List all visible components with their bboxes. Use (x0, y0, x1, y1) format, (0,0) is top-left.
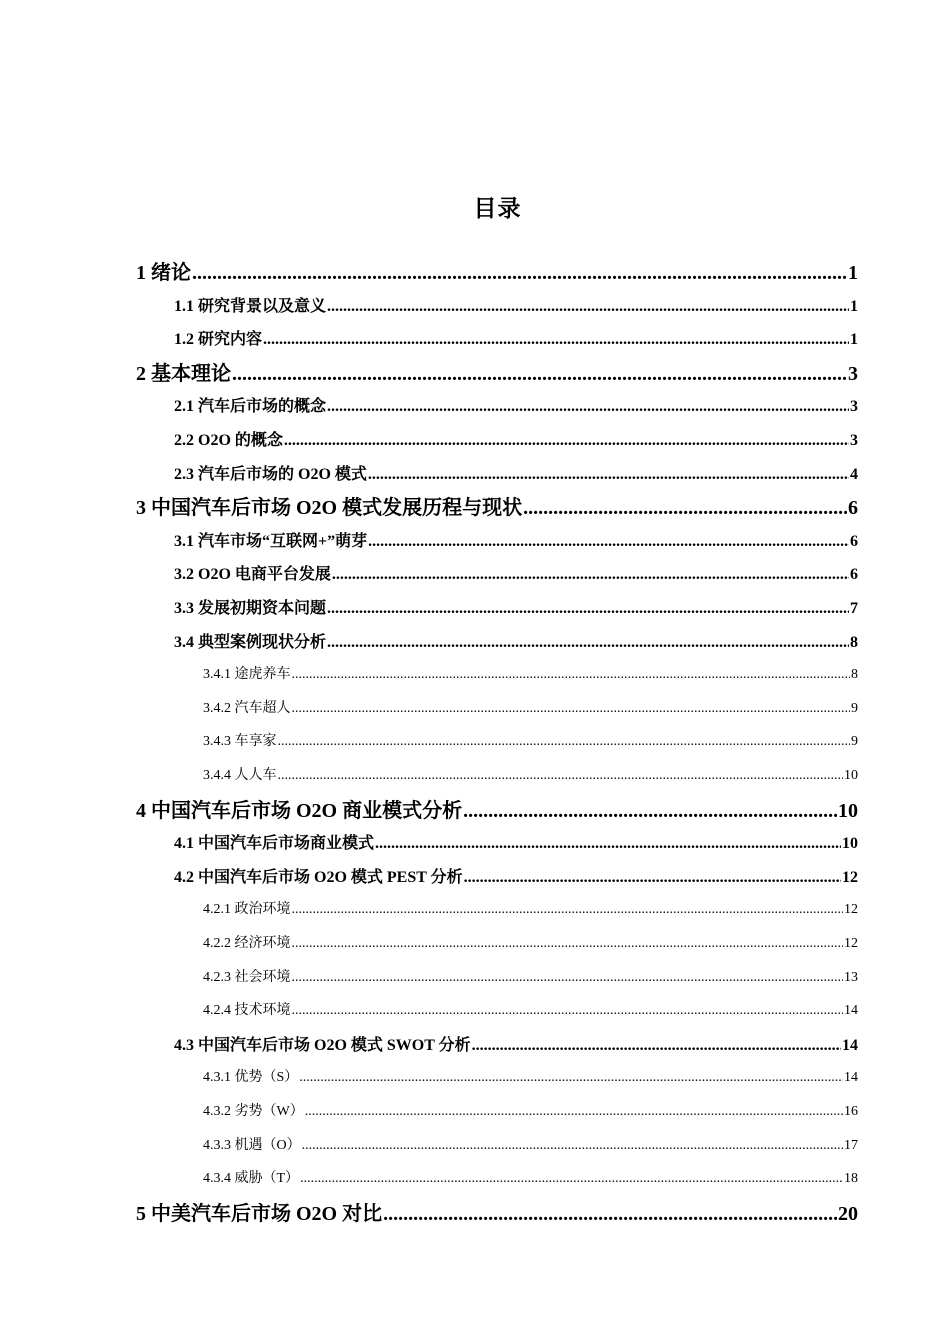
toc-entry-page-number: 10 (838, 799, 858, 822)
toc-entry-label: 3.3 发展初期资本问题 (174, 600, 327, 617)
dot-leader (292, 667, 851, 683)
toc-entry-page-number: 10 (844, 768, 858, 783)
dot-leader (463, 800, 837, 823)
toc-entry-label: 3.4.2 汽车超人 (203, 700, 291, 716)
toc-entry-level2[interactable] (174, 293, 858, 327)
dot-leader (327, 634, 849, 652)
dot-leader (292, 936, 844, 952)
toc-entry-page-number: 12 (844, 902, 858, 918)
dot-leader (292, 1003, 844, 1019)
toc-entry-level2[interactable] (174, 864, 858, 898)
dot-leader (192, 262, 847, 285)
toc-entry-level2[interactable] (174, 393, 858, 427)
dot-leader (327, 298, 849, 316)
toc-entry-label: 4.2.3 社会环境 (203, 969, 291, 985)
toc-entry-label: 2.1 汽车后市场的概念 (174, 398, 327, 416)
dot-leader (305, 1104, 843, 1120)
dot-leader (292, 902, 844, 918)
toc-entry-label: 4.2 中国汽车后市场 O2O 模式 PEST 分析 (174, 868, 463, 886)
dot-leader (375, 835, 841, 853)
dot-leader (327, 398, 849, 416)
toc-entry-label: 3.2 O2O 电商平台发展 (174, 566, 331, 584)
toc-entry-label: 4.2.1 政治环境 (203, 902, 291, 918)
dot-leader (278, 734, 851, 750)
dot-leader (383, 1203, 837, 1226)
toc-entry-label: 4.3.2 劣势（W） (203, 1104, 304, 1119)
toc-entry-page-number: 6 (848, 497, 858, 520)
dot-leader (284, 432, 849, 450)
toc-entry-level3[interactable] (203, 1066, 858, 1100)
toc-entry-label: 4.3.4 威胁（T） (203, 1171, 300, 1187)
toc-entry-page-number: 14 (842, 1036, 858, 1054)
toc-entry-label: 4.1 中国汽车后市场商业模式 (174, 835, 375, 853)
toc-entry-page-number: 16 (844, 1104, 858, 1119)
dot-leader (472, 1037, 841, 1055)
toc-entry-label: 3.4.4 人人车 (203, 768, 277, 783)
toc-entry-level2[interactable] (174, 528, 858, 562)
toc-entry-page-number: 6 (850, 532, 858, 550)
dot-leader (464, 869, 841, 887)
toc-entry-label: 1.1 研究背景以及意义 (174, 297, 327, 315)
toc-entry-level3[interactable] (203, 966, 858, 1000)
toc-entry-page-number: 4 (850, 465, 858, 483)
toc-entry-page-number: 6 (850, 566, 858, 584)
toc-entry-page-number: 7 (850, 600, 858, 617)
dot-leader (292, 970, 844, 986)
toc-entry-level1[interactable] (136, 256, 858, 290)
toc-entry-page-number: 14 (844, 1003, 858, 1019)
toc-entry-label: 2 基本理论 (136, 362, 231, 385)
dot-leader (327, 600, 849, 618)
toc-entry-level2[interactable] (174, 1032, 858, 1066)
toc-entry-page-number: 18 (844, 1171, 858, 1187)
toc-entry-page-number: 1 (850, 331, 858, 349)
toc-entry-label: 3.4 典型案例现状分析 (174, 633, 327, 651)
toc-entry-level1[interactable] (136, 357, 858, 391)
toc-entry-level3[interactable] (203, 730, 858, 764)
toc-entry-label: 4.3.1 优势（S） (203, 1070, 299, 1086)
toc-entry-label: 2.3 汽车后市场的 O2O 模式 (174, 465, 367, 483)
toc-entry-label: 4.2.4 技术环境 (203, 1003, 291, 1019)
dot-leader (332, 566, 849, 584)
dot-leader (292, 701, 851, 717)
toc-entry-label: 4.3 中国汽车后市场 O2O 模式 SWOT 分析 (174, 1036, 471, 1054)
toc-entry-label: 3.4.1 途虎养车 (203, 667, 291, 683)
toc-entry-level2[interactable] (174, 461, 858, 495)
toc-entry-label: 4.2.2 经济环境 (203, 936, 291, 951)
toc-entry-page-number: 1 (848, 262, 858, 284)
dot-leader (523, 497, 847, 520)
dot-leader (302, 1138, 843, 1154)
toc-entry-page-number: 9 (851, 734, 858, 750)
dot-leader (299, 1070, 843, 1086)
toc-entry-label: 5 中美汽车后市场 O2O 对比 (136, 1202, 383, 1225)
toc-entry-page-number: 14 (844, 1070, 858, 1086)
toc-entry-page-number: 20 (838, 1202, 858, 1225)
toc-entry-level2[interactable] (174, 427, 858, 461)
toc-entry-label: 4.3.3 机遇（O） (203, 1137, 301, 1153)
toc-entry-level1[interactable] (136, 491, 858, 525)
toc-entry-label: 2.2 O2O 的概念 (174, 432, 283, 449)
toc-entry-page-number: 8 (850, 633, 858, 651)
toc-entry-label: 4 中国汽车后市场 O2O 商业模式分析 (136, 799, 463, 822)
toc-title: 目录 (473, 196, 522, 221)
toc-entry-label: 3.1 汽车市场“互联网+”萌芽 (174, 532, 368, 550)
dot-leader (278, 768, 844, 784)
toc-entry-page-number: 13 (844, 969, 858, 985)
dot-leader (300, 1171, 843, 1187)
toc-entry-page-number: 9 (851, 700, 858, 716)
toc-entry-level1[interactable] (136, 794, 858, 828)
dot-leader (263, 331, 849, 349)
toc-entry-label: 3.4.3 车享家 (203, 734, 277, 750)
toc-entry-page-number: 3 (850, 432, 858, 449)
toc-entry-page-number: 3 (850, 398, 858, 416)
dot-leader (232, 363, 847, 386)
toc-entry-page-number: 8 (851, 667, 858, 683)
toc-entry-label: 3 中国汽车后市场 O2O 模式发展历程与现状 (136, 497, 523, 520)
toc-entry-page-number: 1 (850, 297, 858, 315)
toc-entry-page-number: 3 (848, 362, 858, 385)
toc-entry-level2[interactable] (174, 595, 858, 629)
toc-entry-level2[interactable] (174, 629, 858, 663)
toc-entry-page-number: 10 (842, 835, 858, 853)
toc-entry-label: 1 绪论 (136, 262, 191, 284)
toc-entry-level1[interactable] (136, 1197, 858, 1231)
toc-entry-level2[interactable] (174, 326, 858, 360)
dot-leader (368, 533, 849, 551)
toc-entry-level2[interactable] (174, 561, 858, 595)
toc-entry-level3[interactable] (203, 1100, 858, 1134)
toc-entry-level3[interactable] (203, 898, 858, 932)
toc-entry-level2[interactable] (174, 830, 858, 864)
toc-entry-page-number: 12 (844, 936, 858, 951)
toc-entry-level3[interactable] (203, 1134, 858, 1168)
toc-entry-label: 1.2 研究内容 (174, 331, 263, 349)
toc-entry-level3[interactable] (203, 932, 858, 966)
toc-entry-page-number: 12 (842, 868, 858, 886)
toc-entry-level3[interactable] (203, 697, 858, 731)
toc-entry-level3[interactable] (203, 999, 858, 1033)
toc-entry-level3[interactable] (203, 663, 858, 697)
toc-entry-page-number: 17 (844, 1137, 858, 1153)
dot-leader (368, 466, 849, 484)
